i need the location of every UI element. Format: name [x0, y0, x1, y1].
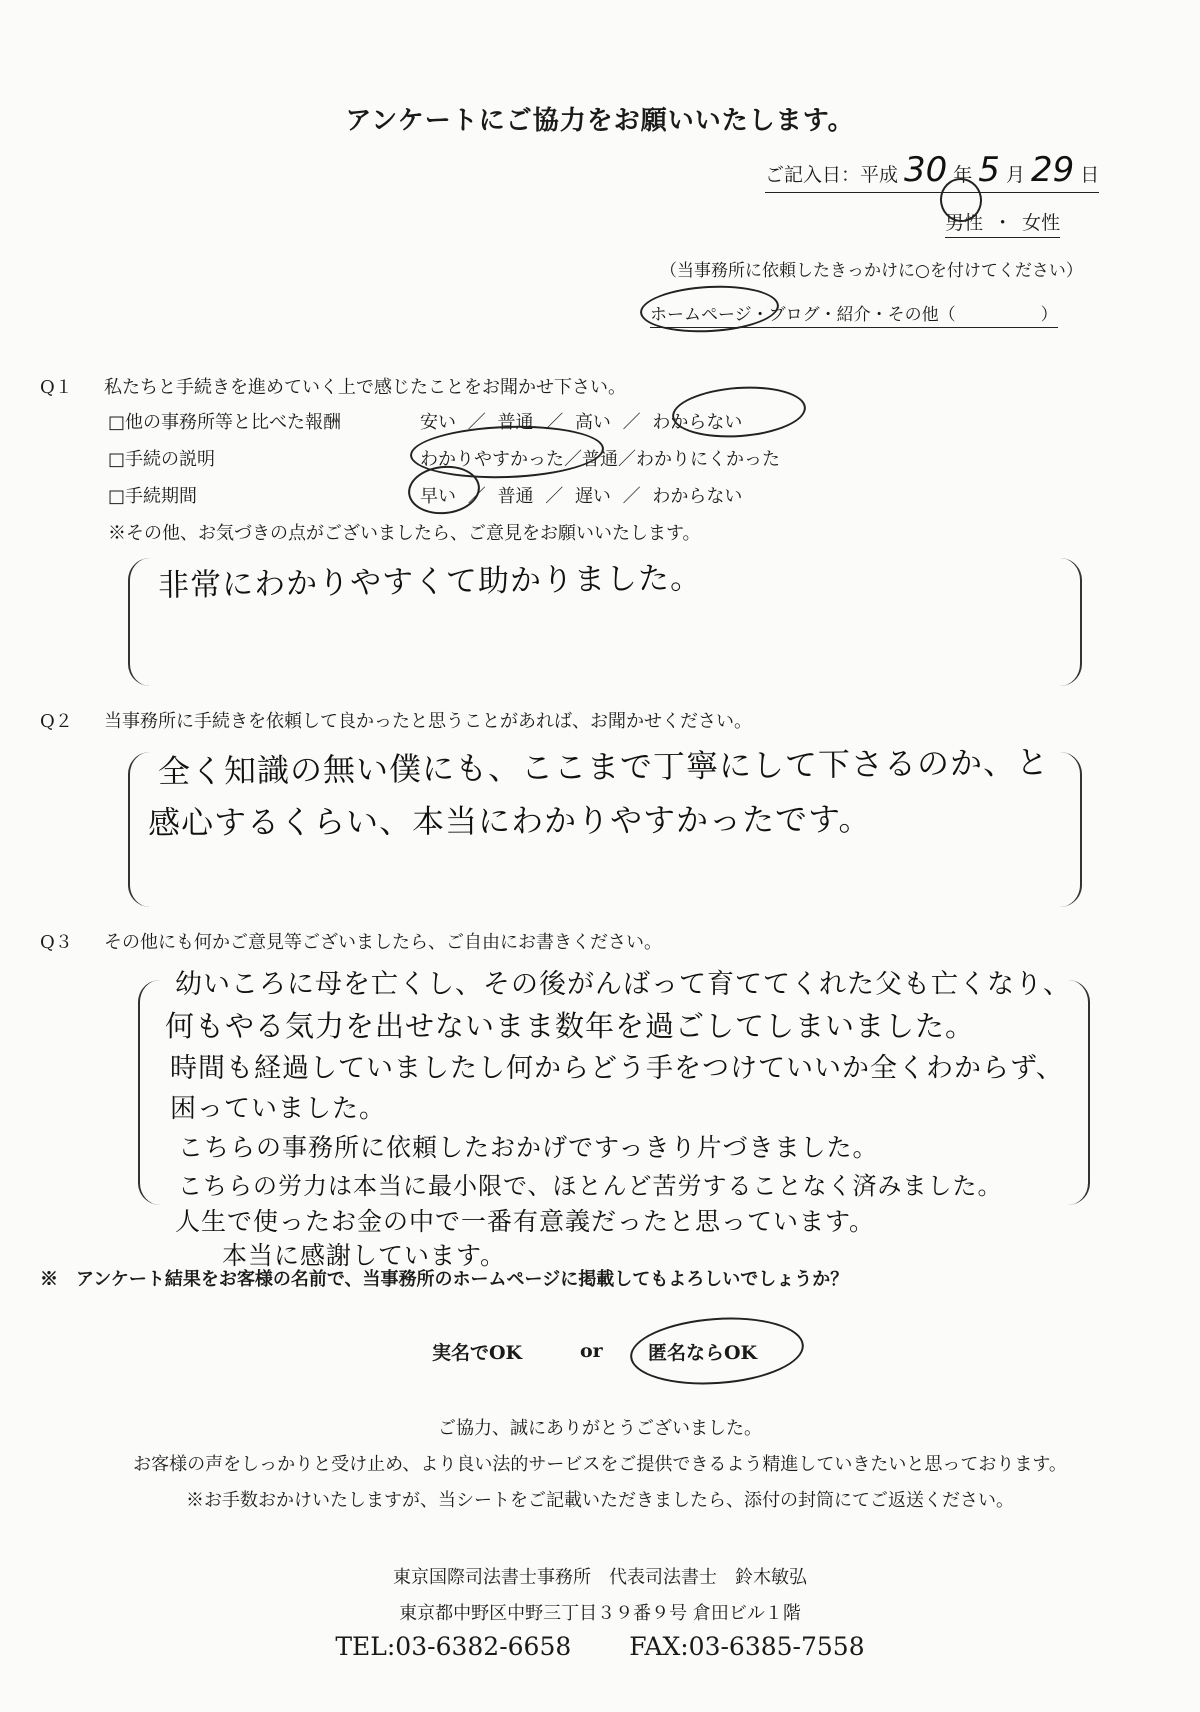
office-fax[interactable]: FAX:03-6385-7558	[629, 1632, 865, 1661]
q1-explanation-options[interactable]: わかりやすかった／普通／わかりにくかった	[420, 449, 780, 470]
office-tel[interactable]: TEL:03-6382-6658	[335, 1632, 572, 1661]
q1-item-fee: □他の事務所等と比べた報酬	[108, 412, 342, 433]
year-unit: 年	[953, 164, 973, 186]
q3-number: Q３	[40, 932, 73, 953]
commitment-line: お客様の声をしっかりと受け止め、より良い法的サービスをご提供できるよう精進していきたいと思っております。	[133, 1454, 1067, 1475]
q2-text: 当事務所に手続きを依頼して良かったと思うことがあれば、お聞かせください。	[104, 711, 752, 732]
publish-option-real-name[interactable]: 実名でOK	[432, 1342, 523, 1364]
q1-answer-line[interactable]: 非常にわかりやすくて助かりました。	[157, 560, 703, 604]
entry-date	[765, 150, 1099, 193]
q2-answer-line[interactable]: 全く知識の無い僕にも、ここまで丁寧にして下さるのか、と	[157, 743, 1050, 791]
thanks-line: ご協力、誠にありがとうございました。	[438, 1418, 762, 1439]
survey-title: アンケートにご協力をお願いいたします。	[345, 106, 855, 136]
q2-number: Q２	[40, 711, 73, 732]
publish-or: or	[580, 1340, 603, 1362]
q3-answer-line[interactable]: 何もやる気力を出せないまま数年を過ごしてしまいました。	[165, 1009, 976, 1043]
gender-male[interactable]: 男性	[945, 212, 984, 234]
month-unit: 月	[1005, 164, 1025, 186]
q2-answer-line[interactable]: 感心するくらい、本当にわかりやすかったです。	[147, 800, 872, 842]
date-day[interactable]: 29	[1030, 150, 1075, 190]
q3-answer-line[interactable]: 幼いころに母を亡くし、その後がんばって育ててくれた父も亡くなり、	[175, 969, 1071, 1000]
q3-answer-line[interactable]: 時間も経過していましたし何からどう手をつけていいか全くわからず、	[170, 1053, 1064, 1084]
q1-period-options[interactable]: 早い ／ 普通 ／ 遅い ／ わからない	[420, 486, 743, 507]
date-year[interactable]: 30	[904, 150, 948, 190]
q3-answer-line[interactable]: 本当に感謝しています。	[222, 1241, 507, 1270]
q1-item-period: □手続期間	[108, 486, 198, 507]
q1-number: Q１	[40, 377, 73, 398]
date-month[interactable]: 5	[978, 150, 1000, 190]
q1-item-explanation: □手続の説明	[108, 449, 216, 470]
trigger-question: （当事務所に依頼したきっかけに○を付けてください）	[660, 261, 1083, 281]
q1-note: ※その他、お気づきの点がございましたら、ご意見をお願いいたします。	[108, 523, 701, 544]
q1-fee-options[interactable]: 安い ／ 普通 ／ 高い ／ わからない	[420, 412, 743, 433]
date-label: ご記入日：平成	[765, 164, 899, 186]
q3-answer-line[interactable]: こちらの事務所に依頼したおかげですっきり片づきました。	[178, 1133, 879, 1162]
q1-text: 私たちと手続きを進めていく上で感じたことをお聞かせ下さい。	[104, 377, 626, 398]
office-name: 東京国際司法書士事務所 代表司法書士 鈴木敏弘	[393, 1567, 807, 1588]
q3-answer-line[interactable]: 困っていました。	[170, 1094, 387, 1124]
q3-answer-line[interactable]: 人生で使ったお金の中で一番有意義だったと思っています。	[175, 1207, 876, 1236]
day-unit: 日	[1080, 164, 1100, 186]
q3-text: その他にも何かご意見等ございましたら、ご自由にお書きください。	[104, 932, 662, 953]
gender-separator: ・	[993, 212, 1013, 234]
publish-question: ※ アンケート結果をお客様の名前で、当事務所のホームページに掲載してもよろしいでしょうか？	[40, 1269, 849, 1290]
office-address: 東京都中野区中野三丁目３９番９号 倉田ビル１階	[399, 1603, 801, 1624]
return-instruction: ※お手数おかけいたしますが、当シートをご記載いただきましたら、添付の封筒にてご返送ください。	[186, 1490, 1014, 1511]
gender-female[interactable]: 女性	[1022, 212, 1061, 234]
office-phone-fax	[0, 1632, 1200, 1661]
anonymous-circle-mark	[628, 1312, 806, 1390]
trigger-options[interactable]: ホームページ・ブログ・紹介・その他（ ）	[650, 300, 1058, 328]
publish-option-anonymous[interactable]: 匿名ならOK	[648, 1342, 758, 1364]
q3-answer-line[interactable]: こちらの労力は本当に最小限で、ほとんど苦労することなく済みました。	[178, 1172, 1003, 1200]
